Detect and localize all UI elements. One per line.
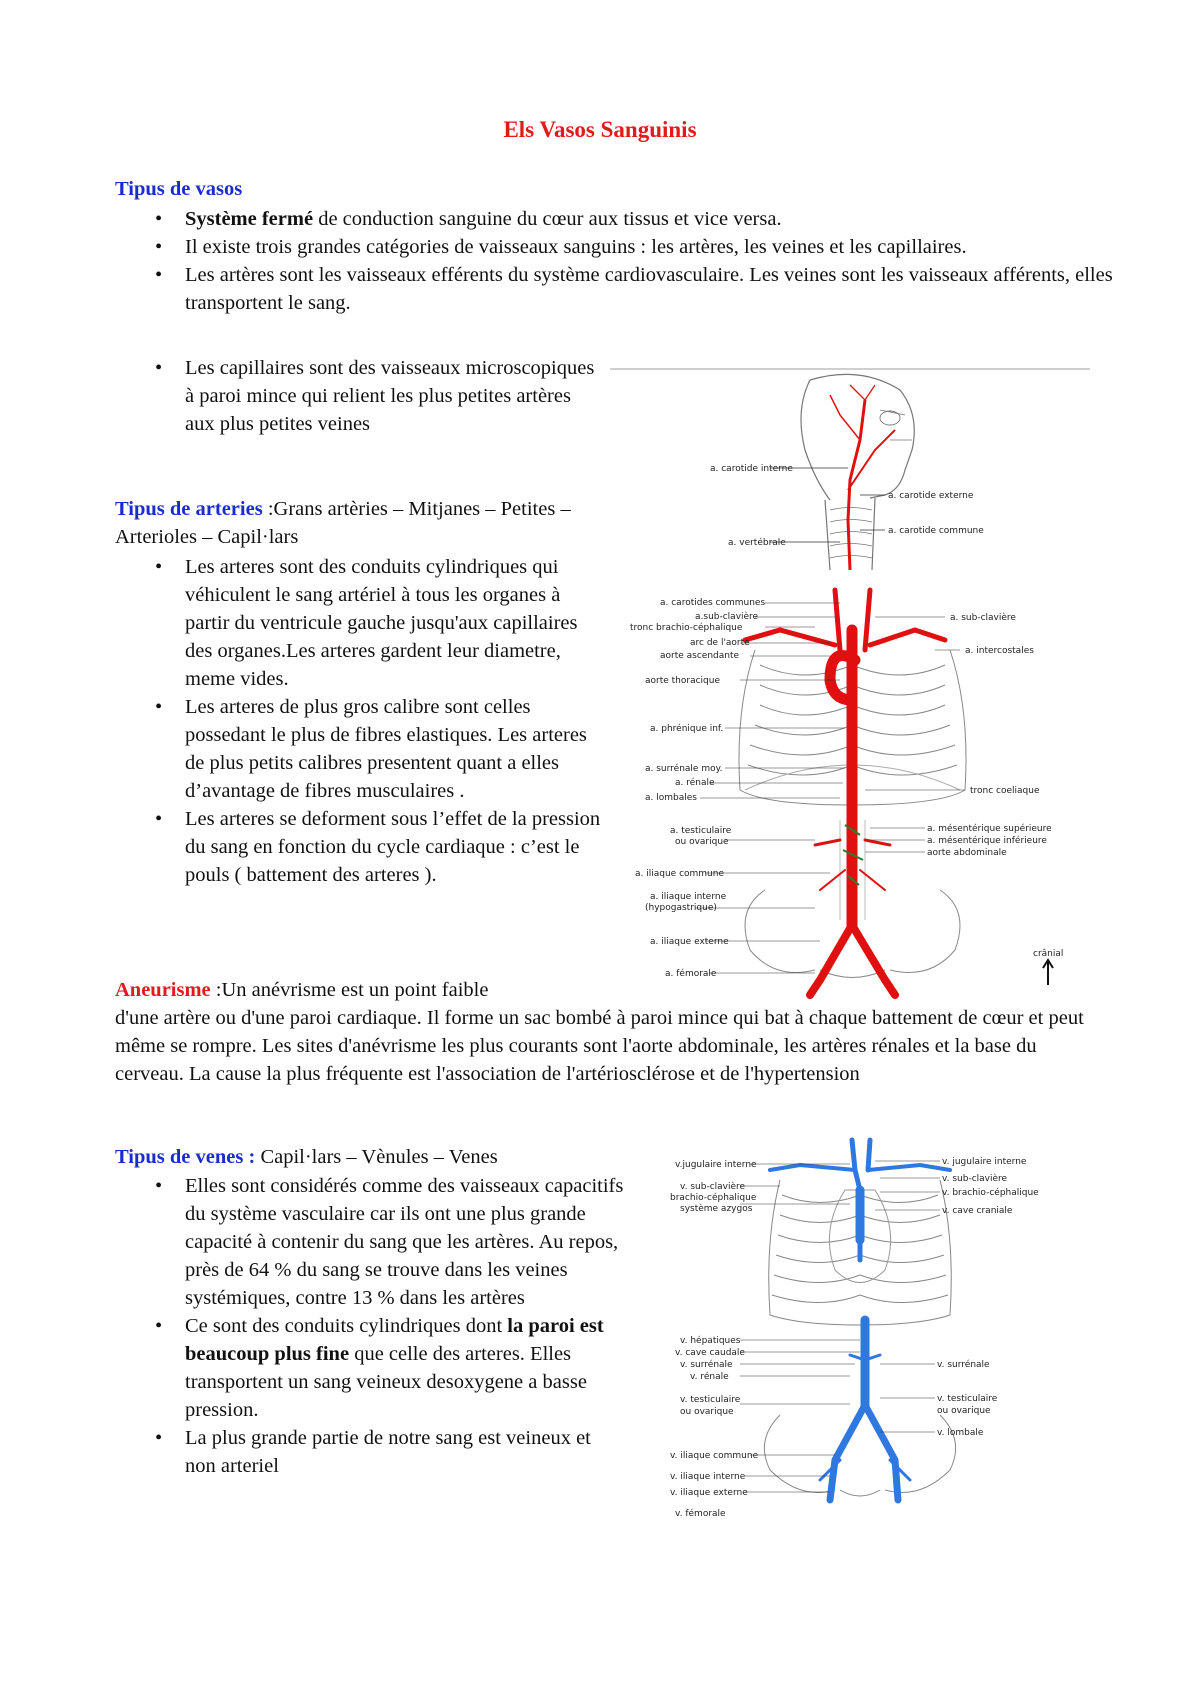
list-item — [115, 1172, 625, 1312]
fig-label: a. carotide externe — [888, 491, 974, 501]
bullet: • — [155, 357, 163, 379]
fig-label: tronc brachio-céphalique — [630, 623, 743, 633]
fig-label: v. iliaque externe — [670, 1488, 748, 1498]
fig-label: a. fémorale — [665, 969, 717, 979]
item-text: Il existe trois grandes catégories de vaisseaux sanguins : les artères, les veines et les capillaires. — [185, 236, 967, 258]
heading-aneurisme: Aneurisme — [115, 979, 211, 1001]
fig-label: tronc coeliaque — [970, 786, 1040, 796]
fig-label: ou ovarique — [675, 837, 729, 847]
fig-label: a. iliaque externe — [650, 937, 729, 947]
bullet: • — [155, 1427, 163, 1449]
item-text: Les capillaires sont des vaisseaux microscopiques à paroi mince qui relient les plus petites artères aux plus petites veines — [185, 357, 595, 435]
fig-label: a. testiculaire — [670, 826, 732, 836]
fig-label: aorte abdominale — [927, 848, 1007, 858]
item-text: Les arteres sont des conduits cylindriques qui véhiculent le sang artériel à tous les organes à partir du ventricule gauche jusqu'aux capillaires des organes.Les arteres gardent leur diametre, meme vides. — [185, 556, 578, 690]
fig-label: arc de l'aorte — [690, 638, 750, 648]
fig-label: v. sub-clavière — [680, 1182, 746, 1192]
fig-label: v. hépatiques — [680, 1336, 741, 1346]
list-item — [115, 805, 607, 889]
fig-label: a. mésentérique inférieure — [927, 836, 1047, 846]
list-arteries — [115, 553, 607, 889]
bullet: • — [155, 1315, 163, 1337]
fig-label: a. sub-clavière — [950, 613, 1016, 623]
fig-label: a. mésentérique supérieure — [927, 824, 1052, 834]
fig-label: a. carotide commune — [888, 526, 984, 536]
fig-label: a. vertébrale — [728, 538, 786, 548]
bullet: • — [155, 808, 163, 830]
aneurisme-lead — [115, 976, 585, 1004]
list-item — [115, 693, 607, 805]
fig-label: a. phrénique inf. — [650, 724, 724, 734]
fig-label: a. carotide interne — [710, 464, 793, 474]
fig-label: a. intercostales — [965, 646, 1034, 656]
fig-label: a. surrénale moy. — [645, 764, 723, 774]
fig-label: aorte ascendante — [660, 651, 740, 661]
item-text: Elles sont considérés comme des vaisseaux capacitifs du système vasculaire car ils ont une plus grande capacité à contenir du sang que les artères. Au repos, près de 64 % du sang se trouve dans les veines systémiques, contre 13 % dans les artères — [185, 1175, 624, 1309]
fig-label: a. carotides communes — [660, 598, 766, 608]
fig-label: v. testiculaire — [937, 1394, 998, 1404]
fig-label: v. jugulaire interne — [942, 1157, 1027, 1167]
fig-label: v. surrénale — [937, 1360, 990, 1370]
arrow-up-icon — [1043, 960, 1053, 985]
arteries-subtitle: :Grans artèries – Mitjanes – Petites – Arterioles – Capil·lars — [115, 498, 571, 548]
fig-label: ou ovarique — [680, 1407, 734, 1417]
fig-label: v. rénale — [690, 1372, 729, 1382]
heading-arteries-block — [115, 495, 585, 551]
fig-label: v. iliaque commune — [670, 1451, 759, 1461]
bold-text: la paroi est beaucoup plus fine — [185, 1315, 604, 1365]
item-text: que celle des arteres. Elles transportent un sang veineux desoxygene a basse pression. — [185, 1343, 587, 1421]
heading-venes-block — [115, 1143, 635, 1171]
figure-head-arteries — [700, 370, 1040, 570]
fig-label: a. iliaque commune — [635, 869, 725, 879]
fig-label: v. brachio-céphalique — [942, 1188, 1039, 1198]
figure-trunk-arteries — [615, 590, 1090, 995]
item-text: Les arteres de plus gros calibre sont celles possedant le plus de fibres elastiques. Les arteres de plus petits calibres presentent quant a elles d’avantage de fibres musculaires . — [185, 696, 587, 802]
list-vasos-cont — [115, 354, 605, 438]
bullet: • — [155, 696, 163, 718]
list-item — [115, 233, 1115, 261]
list-item — [115, 1312, 625, 1424]
aneurisme-body: d'une artère ou d'une paroi cardiaque. Il forme un sac bombé à paroi mince qui bat à chaque battement de cœur et peut même se rompre. Les sites d'anévrisme les plus courants sont l'aorte abdominale, les artères rénales et la base du cerveau. La cause la plus fréquente est l'association de l'artériosclérose et de l'hypertension — [115, 1007, 1084, 1085]
fig-label: a. lombales — [645, 793, 697, 803]
page-title: Els Vasos Sanguinis — [503, 117, 697, 142]
aneurisme-lead-text: :Un anévrisme est un point faible — [210, 979, 489, 1001]
list-venes — [115, 1172, 625, 1480]
heading-venes: Tipus de venes : — [115, 1146, 256, 1168]
fig-label: crânial — [1033, 949, 1064, 959]
fig-label: v. lombale — [937, 1428, 984, 1438]
item-text: de conduction sanguine du cœur aux tissus et vice versa. — [313, 208, 782, 230]
bold-text: Système fermé — [185, 208, 314, 230]
venes-subtitle: Capil·lars – Vènules – Venes — [255, 1146, 498, 1168]
item-text: La plus grande partie de notre sang est veineux et non arteriel — [185, 1427, 591, 1477]
item-text: Les arteres se deforment sous l’effet de la pression du sang en fonction du cycle cardiaque : c’est le pouls ( battement des arteres ). — [185, 808, 601, 886]
fig-label: ou ovarique — [937, 1406, 991, 1416]
fig-label: v.jugulaire interne — [675, 1160, 757, 1170]
fig-label: v. testiculaire — [680, 1395, 741, 1405]
fig-label: v. fémorale — [675, 1509, 726, 1519]
bullet: • — [155, 208, 163, 230]
item-text: Ce sont des conduits cylindriques dont — [185, 1315, 508, 1337]
fig-label: v. cave caudale — [675, 1348, 745, 1358]
figure-veins — [670, 1140, 1070, 1519]
fig-label: a.sub-clavière — [695, 612, 759, 622]
fig-label: a. rénale — [675, 778, 715, 788]
bullet: • — [155, 556, 163, 578]
bullet: • — [155, 1175, 163, 1197]
fig-label: v. cave craniale — [942, 1206, 1013, 1216]
fig-label: v. surrénale — [680, 1360, 733, 1370]
fig-label: a. iliaque interne — [650, 892, 727, 902]
fig-label: v. sub-clavière — [942, 1174, 1008, 1184]
heading-arteries: Tipus de arteries — [115, 498, 263, 520]
bullet: • — [155, 236, 163, 258]
list-item — [115, 553, 607, 693]
fig-label: v. iliaque interne — [670, 1472, 746, 1482]
bullet: • — [155, 264, 163, 286]
fig-label: aorte thoracique — [645, 676, 721, 686]
fig-label: système azygos — [680, 1204, 753, 1214]
heading-vasos: Tipus de vasos — [115, 178, 243, 200]
list-item — [115, 261, 1115, 317]
fig-label: brachio-céphalique — [670, 1193, 757, 1203]
list-item — [115, 1424, 625, 1480]
item-text: Les artères sont les vaisseaux efférents du système cardiovasculaire. Les veines sont les vaisseaux afférents, elles transportent le sang. — [185, 264, 1113, 314]
list-item — [115, 205, 1115, 233]
list-vasos — [115, 205, 1115, 317]
list-item — [115, 354, 605, 438]
fig-label: (hypogastrique) — [645, 903, 717, 913]
